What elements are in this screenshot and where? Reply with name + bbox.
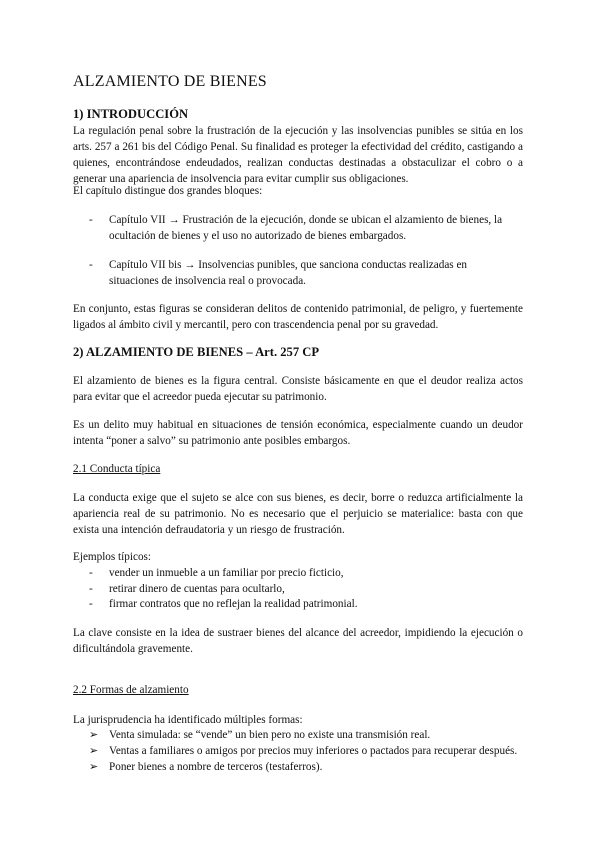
arrow-bullet-icon: ➢: [89, 745, 99, 757]
section-1-bullet-2: [89, 258, 519, 290]
section-1-paragraph-1: La regulación penal sobre la frustración de la ejecución y las insolvencias punibles se sitúa en los arts. 257 a 261 bis del Código Penal. Su finalidad es proteger la efectividad del crédito, castigando a quienes, encontrándose endeudados, realizan conductas destinadas a obstaculizar el cobro o a generar una apariencia de insolvencia para evitar cumplir sus obligaciones.: [73, 125, 523, 185]
section-1-heading: 1) INTRODUCCIÓN: [73, 107, 189, 121]
arrow-bullet-icon: ➢: [89, 729, 99, 741]
subsection-2-1-heading: 2.1 Conducta típica: [73, 463, 161, 475]
section-2-paragraph-2: Es un delito muy habitual en situaciones de tensión económica, especialmente cuando un deudor intenta “poner a salvo” su patrimonio ante posibles embargos.: [73, 419, 523, 447]
bullet-text: Poner bienes a nombre de terceros (testaferros).: [109, 761, 323, 773]
arrow-bullet-icon: ➢: [89, 761, 99, 773]
section-1-paragraph-2: El capítulo distingue dos grandes bloques:: [73, 185, 263, 197]
bullet-text: Venta simulada: se “vende” un bien pero no existe una transmisión real.: [109, 729, 431, 741]
dash-marker: -: [89, 598, 93, 610]
section-1-bullet-1: [89, 213, 519, 245]
document-title: ALZAMIENTO DE BIENES: [73, 73, 267, 90]
section-2-heading: 2) ALZAMIENTO DE BIENES – Art. 257 CP: [73, 345, 320, 359]
subsection-2-2-bullet-2: [89, 744, 519, 760]
bullet-text: retirar dinero de cuentas para ocultarlo,: [109, 583, 285, 595]
subsection-2-1-bullet-1: [89, 566, 519, 582]
section-2-paragraph-1: El alzamiento de bienes es la figura central. Consiste básicamente en que el deudor realiza actos para evitar que el acreedor pueda ejecutar su patrimonio.: [73, 375, 523, 403]
subsection-2-2-bullet-3: [89, 760, 519, 776]
dash-marker: -: [89, 259, 93, 271]
dash-marker: -: [89, 583, 93, 595]
bullet-text: vender un inmueble a un familiar por precio ficticio,: [109, 567, 344, 579]
bullet-text: Capítulo VII → Frustración de la ejecución, donde se ubican el alzamiento de bienes, la ocultación de bienes y el uso no autorizado de bienes embargados.: [109, 214, 503, 242]
subsection-2-1-paragraph-1: La conducta exige que el sujeto se alce con sus bienes, es decir, borre o reduzca artificialmente la apariencia real de su patrimonio. No es necesario que el perjuicio se materialice: basta con que exista una intención defraudatoria y un riesgo de frustración.: [73, 492, 523, 536]
subsection-2-2-bullet-1: [89, 728, 519, 744]
dash-marker: -: [89, 214, 93, 226]
subsection-2-2-heading: 2.2 Formas de alzamiento: [73, 684, 189, 696]
bullet-text: Ventas a familiares o amigos por precios muy inferiores o pactados para recuperar después.: [109, 745, 518, 757]
subsection-2-2-paragraph-1: La jurisprudencia ha identificado múltiples formas:: [73, 714, 303, 726]
subsection-2-1-bullet-3: [89, 597, 519, 613]
section-1-paragraph-3: En conjunto, estas figuras se consideran delitos de contenido patrimonial, de peligro, y fuertemente ligados al ámbito civil y mercantil, pero con trascendencia penal por su gravedad.: [73, 303, 523, 331]
subsection-2-1-paragraph-3: La clave consiste en la idea de sustraer bienes del alcance del acreedor, impidiendo la ejecución o dificultándola gravemente.: [73, 627, 523, 655]
subsection-2-1-bullet-2: [89, 582, 519, 598]
bullet-text: Capítulo VII bis → Insolvencias punibles, que sanciona conductas realizadas en situaciones de insolvencia real o provocada.: [109, 259, 468, 287]
bullet-text: firmar contratos que no reflejan la realidad patrimonial.: [109, 598, 358, 610]
subsection-2-1-paragraph-2: Ejemplos típicos:: [73, 551, 151, 563]
dash-marker: -: [89, 567, 93, 579]
